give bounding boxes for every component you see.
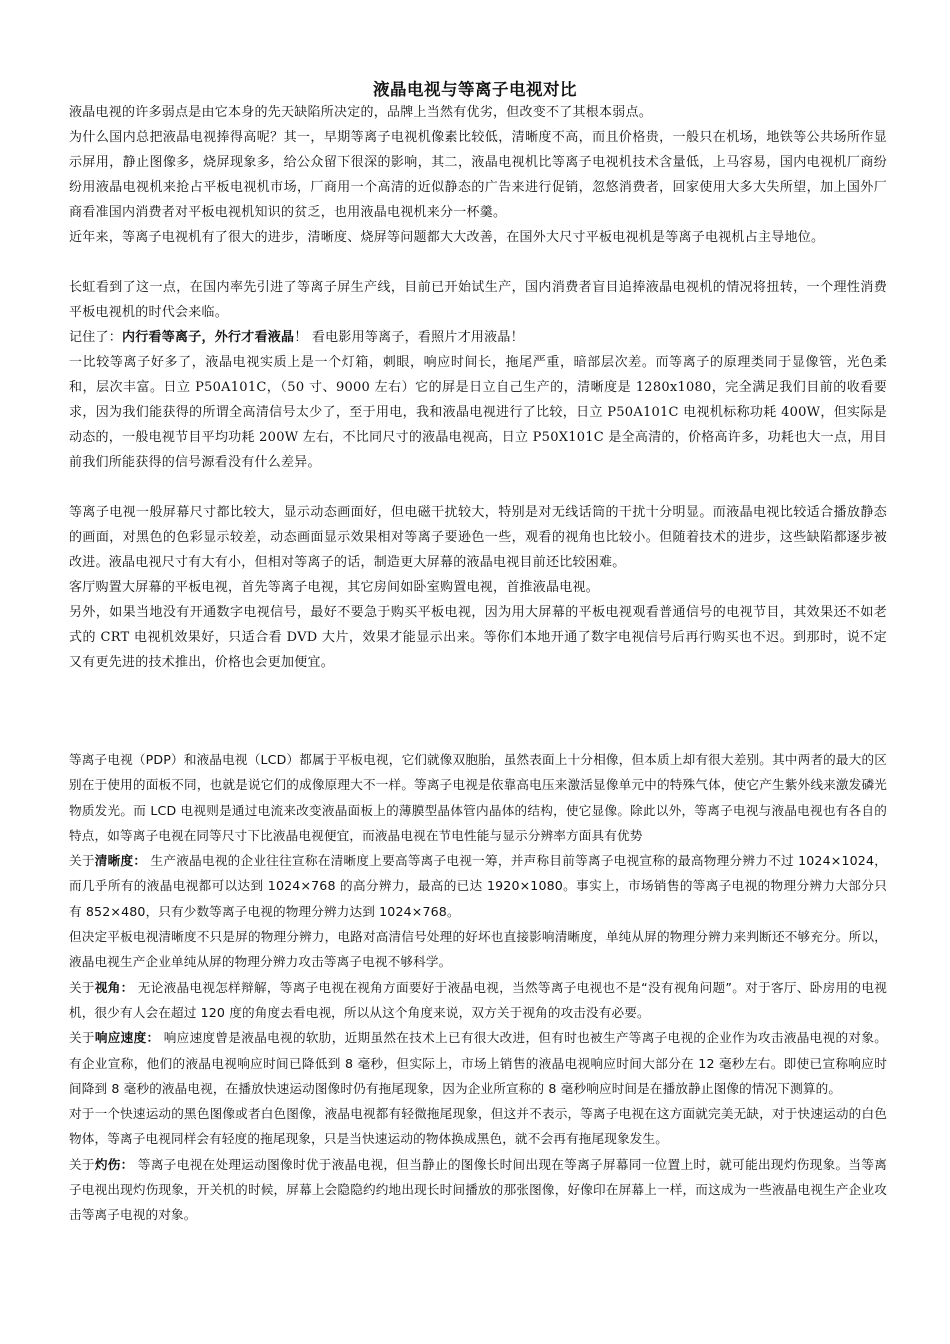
- paragraph: 客厅购置大屏幕的平板电视，首先等离子电视，其它房间如卧室购置电视，首推液晶电视。: [69, 580, 600, 595]
- clarity-label: 清晰度：: [94, 853, 147, 869]
- paragraph-clarity: 关于清晰度： 生产液晶电视的企业往往宣称在清晰度上要高等离子电视一筹，并声称目前等离子电视宣称的最高物理分辨力不过 1024×1024，而几乎所有的液晶电视都可以达到 1024×768 的高分辨力，最高的已达 1920×1080。事实上，市场销售的等离子电视的物理分辨力大部分只有 852×480，只有少数等离子电视的物理分辨力达到 1024×768。: [69, 853, 887, 919]
- paragraph: 但决定平板电视清晰度不只是屏的物理分辨力，电路对高清信号处理的好坏也直接影响清晰度，单纯从屏的物理分辨力来判断还不够充分。所以，液晶电视生产企业单纯从屏的物理分辨力攻击等离子电视不够科学。: [69, 929, 887, 970]
- burn-label: 灼伤：: [94, 1156, 134, 1172]
- section-pdp-vs-lcd: [69, 747, 887, 1228]
- paragraph-angle: 关于视角： 无论液晶电视怎样辩解，等离子电视在视角方面要好于液晶电视，当然等离子电视也不是“没有视角问题”。对于客厅、卧房用的电视机，很少有人会在超过 120 度的角度去看电视，所以从这个角度来说，双方关于视角的攻击没有必要。: [69, 979, 887, 1020]
- paragraph: 等离子电视一般屏幕尺寸都比较大，显示动态画面好，但电磁干扰较大，特别是对无线话筒的干扰十分明显。而液晶电视比较适合播放静态的画面，对黑色的色彩显示较差，动态画面显示效果相对等离子要逊色一些，观看的视角也比较小。但随着技术的进步，这些缺陷都逐步被改进。液晶电视尺寸有大有小，但相对等离子的话，制造更大屏幕的液晶电视目前还比较困难。: [69, 505, 887, 570]
- paragraph-response: 关于响应速度： 响应速度曾是液晶电视的软肋，近期虽然在技术上已有很大改进，但有时也被生产等离子电视的企业作为攻击液晶电视的对象。有企业宣称，他们的液晶电视响应时间已降低到 8 毫秒，但实际上，市场上销售的液晶电视响应时间大部分在 12 毫秒左右。即使已宣称响应时间降到 8 毫秒的液晶电视，在播放快速运动图像时仍有拖尾现象，因为企业所宣称的 8 毫秒响应时间是在播放静止图像的情况下测算的。: [69, 1030, 887, 1096]
- paragraph: 长虹看到了这一点，在国内率先引进了等离子屏生产线，目前已开始试生产，国内消费者盲目追捧液晶电视机的情况将扭转，一个理性消费平板电视机的时代会来临。: [69, 280, 887, 320]
- remember-prefix: 记住了：: [69, 330, 123, 345]
- paragraph: 一比较等离子好多了，液晶电视实质上是一个灯箱，刺眼，响应时间长，拖尾严重，暗部层次差。而等离子的原理类同于显像管，光色柔和，层次丰富。日立 P50A101C，（50 寸、9000 左右）它的屏是日立自己生产的，清晰度是 1280x1080，完全满足我们目前的收看要求，因为我们能获得的所谓全高清信号太少了，至于用电，我和液晶电视进行了比较，日立 P50A101C 电视机标称功耗 400W，但实际是动态的，一般电视节目平均功耗 200W 左右，不比同尺寸的液晶电视高，日立 P50X101C 是全高清的，价格高许多，功耗也大一点，用目前我们所能获得的信号源看没有什么差异。: [69, 355, 887, 470]
- section-comparison-opinion: [69, 100, 887, 675]
- angle-label: 视角：: [94, 979, 134, 995]
- response-label: 响应速度：: [94, 1030, 160, 1046]
- paragraph-burn: 关于灼伤： 等离子电视在处理运动图像时优于液晶电视，但当静止的图像长时间出现在等离子屏幕同一位置上时，就可能出现灼伤现象。当等离子电视出现灼伤现象，开关机的时候，屏幕上会隐隐约约地出现长时间播放的那张图像，好像印在屏幕上一样，而这成为一些液晶电视生产企业攻击等离子电视的对象。: [69, 1156, 887, 1223]
- paragraph: 近年来，等离子电视机有了很大的进步，清晰度、烧屏等问题都大大改善，在国外大尺寸平板电视机是等离子电视机占主导地位。: [69, 230, 825, 245]
- paragraph: 液晶电视的许多弱点是由它本身的先天缺陷所决定的，品牌上当然有优劣，但改变不了其根本弱点。: [69, 105, 653, 120]
- paragraph: 另外，如果当地没有开通数字电视信号，最好不要急于购买平板电视，因为用大屏幕的平板电视观看普通信号的电视节目，其效果还不如老式的 CRT 电视机效果好，只适合看 DVD 大片，效果才能显示出来。等你们本地开通了数字电视信号后再行购买也不迟。到那时，说不定又有更先进的技术推出，价格也会更加便宜。: [69, 605, 887, 670]
- paragraph: 为什么国内总把液晶电视捧得高呢？其一，早期等离子电视机像素比较低，清晰度不高，而且价格贵，一般只在机场，地铁等公共场所作显示屏用，静止图像多，烧屏现象多，给公众留下很深的影响，其二，液晶电视机比等离子电视机技术含量低，上马容易，国内电视机厂商纷纷用液晶电视机来抢占平板电视机市场，厂商用一个高清的近似静态的广告来进行促销，忽悠消费者，回家使用大多大失所望，加上国外厂商看准国内消费者对平板电视机知识的贫乏，也用液晶电视机来分一杯羹。: [69, 130, 887, 220]
- paragraph: 等离子电视（PDP）和液晶电视（LCD）都属于平板电视，它们就像双胞胎，虽然表面上十分相像，但本质上却有很大差别。其中两者的最大的区别在于使用的面板不同，也就是说它们的成像原理大不一样。等离子电视是依靠高电压来激活显像单元中的特殊气体，使它产生紫外线来激发磷光物质发光。而 LCD 电视则是通过电流来改变液晶面板上的薄膜型晶体管内晶体的结构，使它显像。除此以外，等离子电视与液晶电视也有各自的特点，如等离子电视在同等尺寸下比液晶电视便宜，而液晶电视在节电性能与显示分辨率方面具有优势: [69, 752, 887, 843]
- page-title: 液晶电视与等离子电视对比: [373, 80, 577, 99]
- paragraph: 对于一个快速运动的黑色图像或者白色图像，液晶电视都有轻微拖尾现象，但这并不表示，等离子电视在这方面就完美无缺，对于快速运动的白色物体，等离子电视同样会有轻度的拖尾现象，只是当快速运动的物体换成黑色，就不会再有拖尾现象发生。: [69, 1106, 887, 1147]
- remember-rest: ！ 看电影用等离子，看照片才用液晶！: [294, 330, 524, 345]
- paragraph-remember: [69, 325, 887, 350]
- remember-bold: 内行看等离子，外行才看液晶: [122, 330, 295, 345]
